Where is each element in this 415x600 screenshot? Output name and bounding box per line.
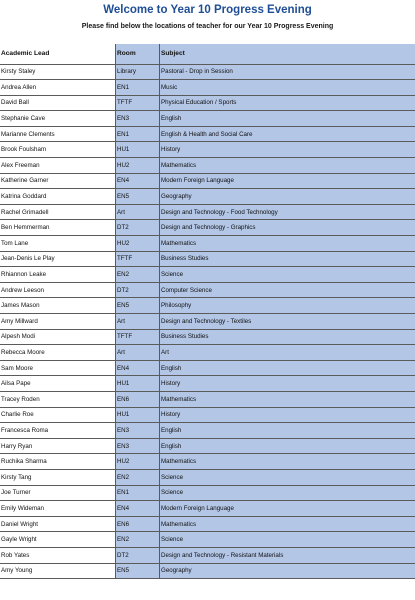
page-subtitle: Please find below the locations of teacher for our Year 10 Progress Evening bbox=[81, 23, 334, 30]
table-row bbox=[0, 298, 415, 314]
room-cell: DT2 bbox=[115, 220, 159, 235]
table-row bbox=[0, 158, 415, 174]
table-row bbox=[0, 267, 415, 283]
subject-cell: Business Studies bbox=[159, 252, 415, 267]
teacher-name-cell: Tracey Roden bbox=[0, 392, 115, 407]
room-cell: EN2 bbox=[115, 267, 159, 282]
column-header-academic-lead: Academic Lead bbox=[0, 44, 115, 64]
teacher-name-cell: Amy Millward bbox=[0, 314, 115, 329]
table-row bbox=[0, 564, 415, 580]
table-row bbox=[0, 330, 415, 346]
teacher-name-cell: Alpesh Modi bbox=[0, 330, 115, 345]
subject-cell: English bbox=[159, 361, 415, 376]
subject-cell: Music bbox=[159, 80, 415, 95]
teacher-name-cell: Emily Wideman bbox=[0, 501, 115, 516]
room-cell: EN1 bbox=[115, 127, 159, 142]
subject-cell: Modern Foreign Language bbox=[159, 501, 415, 516]
room-cell: Library bbox=[115, 65, 159, 80]
teacher-name-cell: Ailsa Pape bbox=[0, 376, 115, 391]
table-row bbox=[0, 205, 415, 221]
table-row bbox=[0, 454, 415, 470]
teacher-name-cell: Kirsty Tang bbox=[0, 470, 115, 485]
room-cell: TFTF bbox=[115, 96, 159, 111]
table-header-row bbox=[0, 44, 415, 65]
room-cell: EN5 bbox=[115, 564, 159, 579]
subject-cell: Mathematics bbox=[159, 454, 415, 469]
table-row bbox=[0, 127, 415, 143]
room-cell: EN2 bbox=[115, 532, 159, 547]
subject-cell: Design and Technology - Food Technology bbox=[159, 205, 415, 220]
subject-cell: History bbox=[159, 408, 415, 423]
room-cell: EN3 bbox=[115, 423, 159, 438]
subject-cell: Science bbox=[159, 470, 415, 485]
room-cell: EN1 bbox=[115, 80, 159, 95]
teacher-name-cell: Ruchika Sharma bbox=[0, 454, 115, 469]
table-row bbox=[0, 174, 415, 190]
room-cell: HU1 bbox=[115, 408, 159, 423]
table-row bbox=[0, 486, 415, 502]
teacher-name-cell: Katrina Goddard bbox=[0, 189, 115, 204]
table-row bbox=[0, 439, 415, 455]
table-row bbox=[0, 470, 415, 486]
teacher-name-cell: Sam Moore bbox=[0, 361, 115, 376]
teacher-name-cell: James Mason bbox=[0, 298, 115, 313]
subject-cell: Business Studies bbox=[159, 330, 415, 345]
table-row bbox=[0, 314, 415, 330]
table-row bbox=[0, 423, 415, 439]
subject-cell: Geography bbox=[159, 564, 415, 579]
table-row bbox=[0, 361, 415, 377]
teacher-name-cell: Charlie Roe bbox=[0, 408, 115, 423]
table-row bbox=[0, 236, 415, 252]
table-row bbox=[0, 532, 415, 548]
subject-cell: Modern Foreign Language bbox=[159, 174, 415, 189]
subject-cell: Pastoral - Drop in Session bbox=[159, 65, 415, 80]
teacher-name-cell: Ben Hemmerman bbox=[0, 220, 115, 235]
teacher-name-cell: Jean-Denis Le Play bbox=[0, 252, 115, 267]
subject-cell: Design and Technology - Textiles bbox=[159, 314, 415, 329]
subject-cell: Science bbox=[159, 486, 415, 501]
teacher-name-cell: Francesca Roma bbox=[0, 423, 115, 438]
teacher-name-cell: David Ball bbox=[0, 96, 115, 111]
table-row bbox=[0, 80, 415, 96]
table-row bbox=[0, 283, 415, 299]
room-cell: Art bbox=[115, 345, 159, 360]
teacher-name-cell: Andrew Leeson bbox=[0, 283, 115, 298]
room-cell: EN3 bbox=[115, 439, 159, 454]
table-row bbox=[0, 189, 415, 205]
subject-cell: Mathematics bbox=[159, 392, 415, 407]
subject-cell: Mathematics bbox=[159, 158, 415, 173]
subject-cell: Geography bbox=[159, 189, 415, 204]
teacher-name-cell: Rebecca Moore bbox=[0, 345, 115, 360]
room-cell: Art bbox=[115, 205, 159, 220]
subject-cell: Mathematics bbox=[159, 236, 415, 251]
teacher-name-cell: Rob Yates bbox=[0, 548, 115, 563]
room-cell: EN4 bbox=[115, 361, 159, 376]
teacher-name-cell: Joe Turner bbox=[0, 486, 115, 501]
teacher-name-cell: Gayle Wright bbox=[0, 532, 115, 547]
room-cell: EN6 bbox=[115, 392, 159, 407]
subject-cell: English & Health and Social Care bbox=[159, 127, 415, 142]
room-cell: EN6 bbox=[115, 517, 159, 532]
teacher-name-cell: Daniel Wright bbox=[0, 517, 115, 532]
room-cell: HU1 bbox=[115, 142, 159, 157]
subject-cell: Art bbox=[159, 345, 415, 360]
table-row bbox=[0, 376, 415, 392]
teacher-name-cell: Harry Ryan bbox=[0, 439, 115, 454]
teacher-name-cell: Kirsty Staley bbox=[0, 65, 115, 80]
table-row bbox=[0, 548, 415, 564]
table-row bbox=[0, 408, 415, 424]
room-cell: EN5 bbox=[115, 298, 159, 313]
page-title: Welcome to Year 10 Progress Evening bbox=[103, 4, 312, 16]
room-cell: DT2 bbox=[115, 283, 159, 298]
room-cell: HU1 bbox=[115, 376, 159, 391]
room-cell: HU2 bbox=[115, 236, 159, 251]
teacher-name-cell: Katherine Garner bbox=[0, 174, 115, 189]
subject-cell: Philosophy bbox=[159, 298, 415, 313]
column-header-room: Room bbox=[115, 44, 159, 64]
subject-cell: Physical Education / Sports bbox=[159, 96, 415, 111]
subject-cell: History bbox=[159, 142, 415, 157]
subject-cell: English bbox=[159, 423, 415, 438]
table-row bbox=[0, 220, 415, 236]
subject-cell: Mathematics bbox=[159, 517, 415, 532]
room-cell: DT2 bbox=[115, 548, 159, 563]
table-row bbox=[0, 392, 415, 408]
teacher-name-cell: Brook Foulsham bbox=[0, 142, 115, 157]
table-row bbox=[0, 252, 415, 268]
room-cell: EN4 bbox=[115, 501, 159, 516]
table-body bbox=[0, 65, 415, 580]
table-row bbox=[0, 65, 415, 81]
teacher-locations-table bbox=[0, 44, 415, 579]
room-cell: Art bbox=[115, 314, 159, 329]
room-cell: TFTF bbox=[115, 252, 159, 267]
room-cell: HU2 bbox=[115, 454, 159, 469]
room-cell: EN1 bbox=[115, 486, 159, 501]
subject-cell: Science bbox=[159, 532, 415, 547]
table-row bbox=[0, 517, 415, 533]
room-cell: EN4 bbox=[115, 174, 159, 189]
subject-cell: Computer Science bbox=[159, 283, 415, 298]
table-row bbox=[0, 345, 415, 361]
subject-cell: Science bbox=[159, 267, 415, 282]
teacher-name-cell: Alex Freeman bbox=[0, 158, 115, 173]
room-cell: TFTF bbox=[115, 330, 159, 345]
table-row bbox=[0, 501, 415, 517]
teacher-name-cell: Tom Lane bbox=[0, 236, 115, 251]
table-row bbox=[0, 111, 415, 127]
teacher-name-cell: Marianne Clements bbox=[0, 127, 115, 142]
teacher-name-cell: Amy Young bbox=[0, 564, 115, 579]
room-cell: EN2 bbox=[115, 470, 159, 485]
teacher-name-cell: Andrea Allen bbox=[0, 80, 115, 95]
room-cell: EN5 bbox=[115, 189, 159, 204]
table-row bbox=[0, 142, 415, 158]
column-header-subject: Subject bbox=[159, 44, 415, 64]
subject-cell: History bbox=[159, 376, 415, 391]
table-row bbox=[0, 96, 415, 112]
teacher-name-cell: Stephanie Cave bbox=[0, 111, 115, 126]
subject-cell: Design and Technology - Graphics bbox=[159, 220, 415, 235]
teacher-name-cell: Rachel Grimadell bbox=[0, 205, 115, 220]
subject-cell: Design and Technology - Resistant Materials bbox=[159, 548, 415, 563]
subject-cell: English bbox=[159, 111, 415, 126]
subject-cell: English bbox=[159, 439, 415, 454]
room-cell: HU2 bbox=[115, 158, 159, 173]
teacher-name-cell: Rhiannon Leake bbox=[0, 267, 115, 282]
room-cell: EN3 bbox=[115, 111, 159, 126]
